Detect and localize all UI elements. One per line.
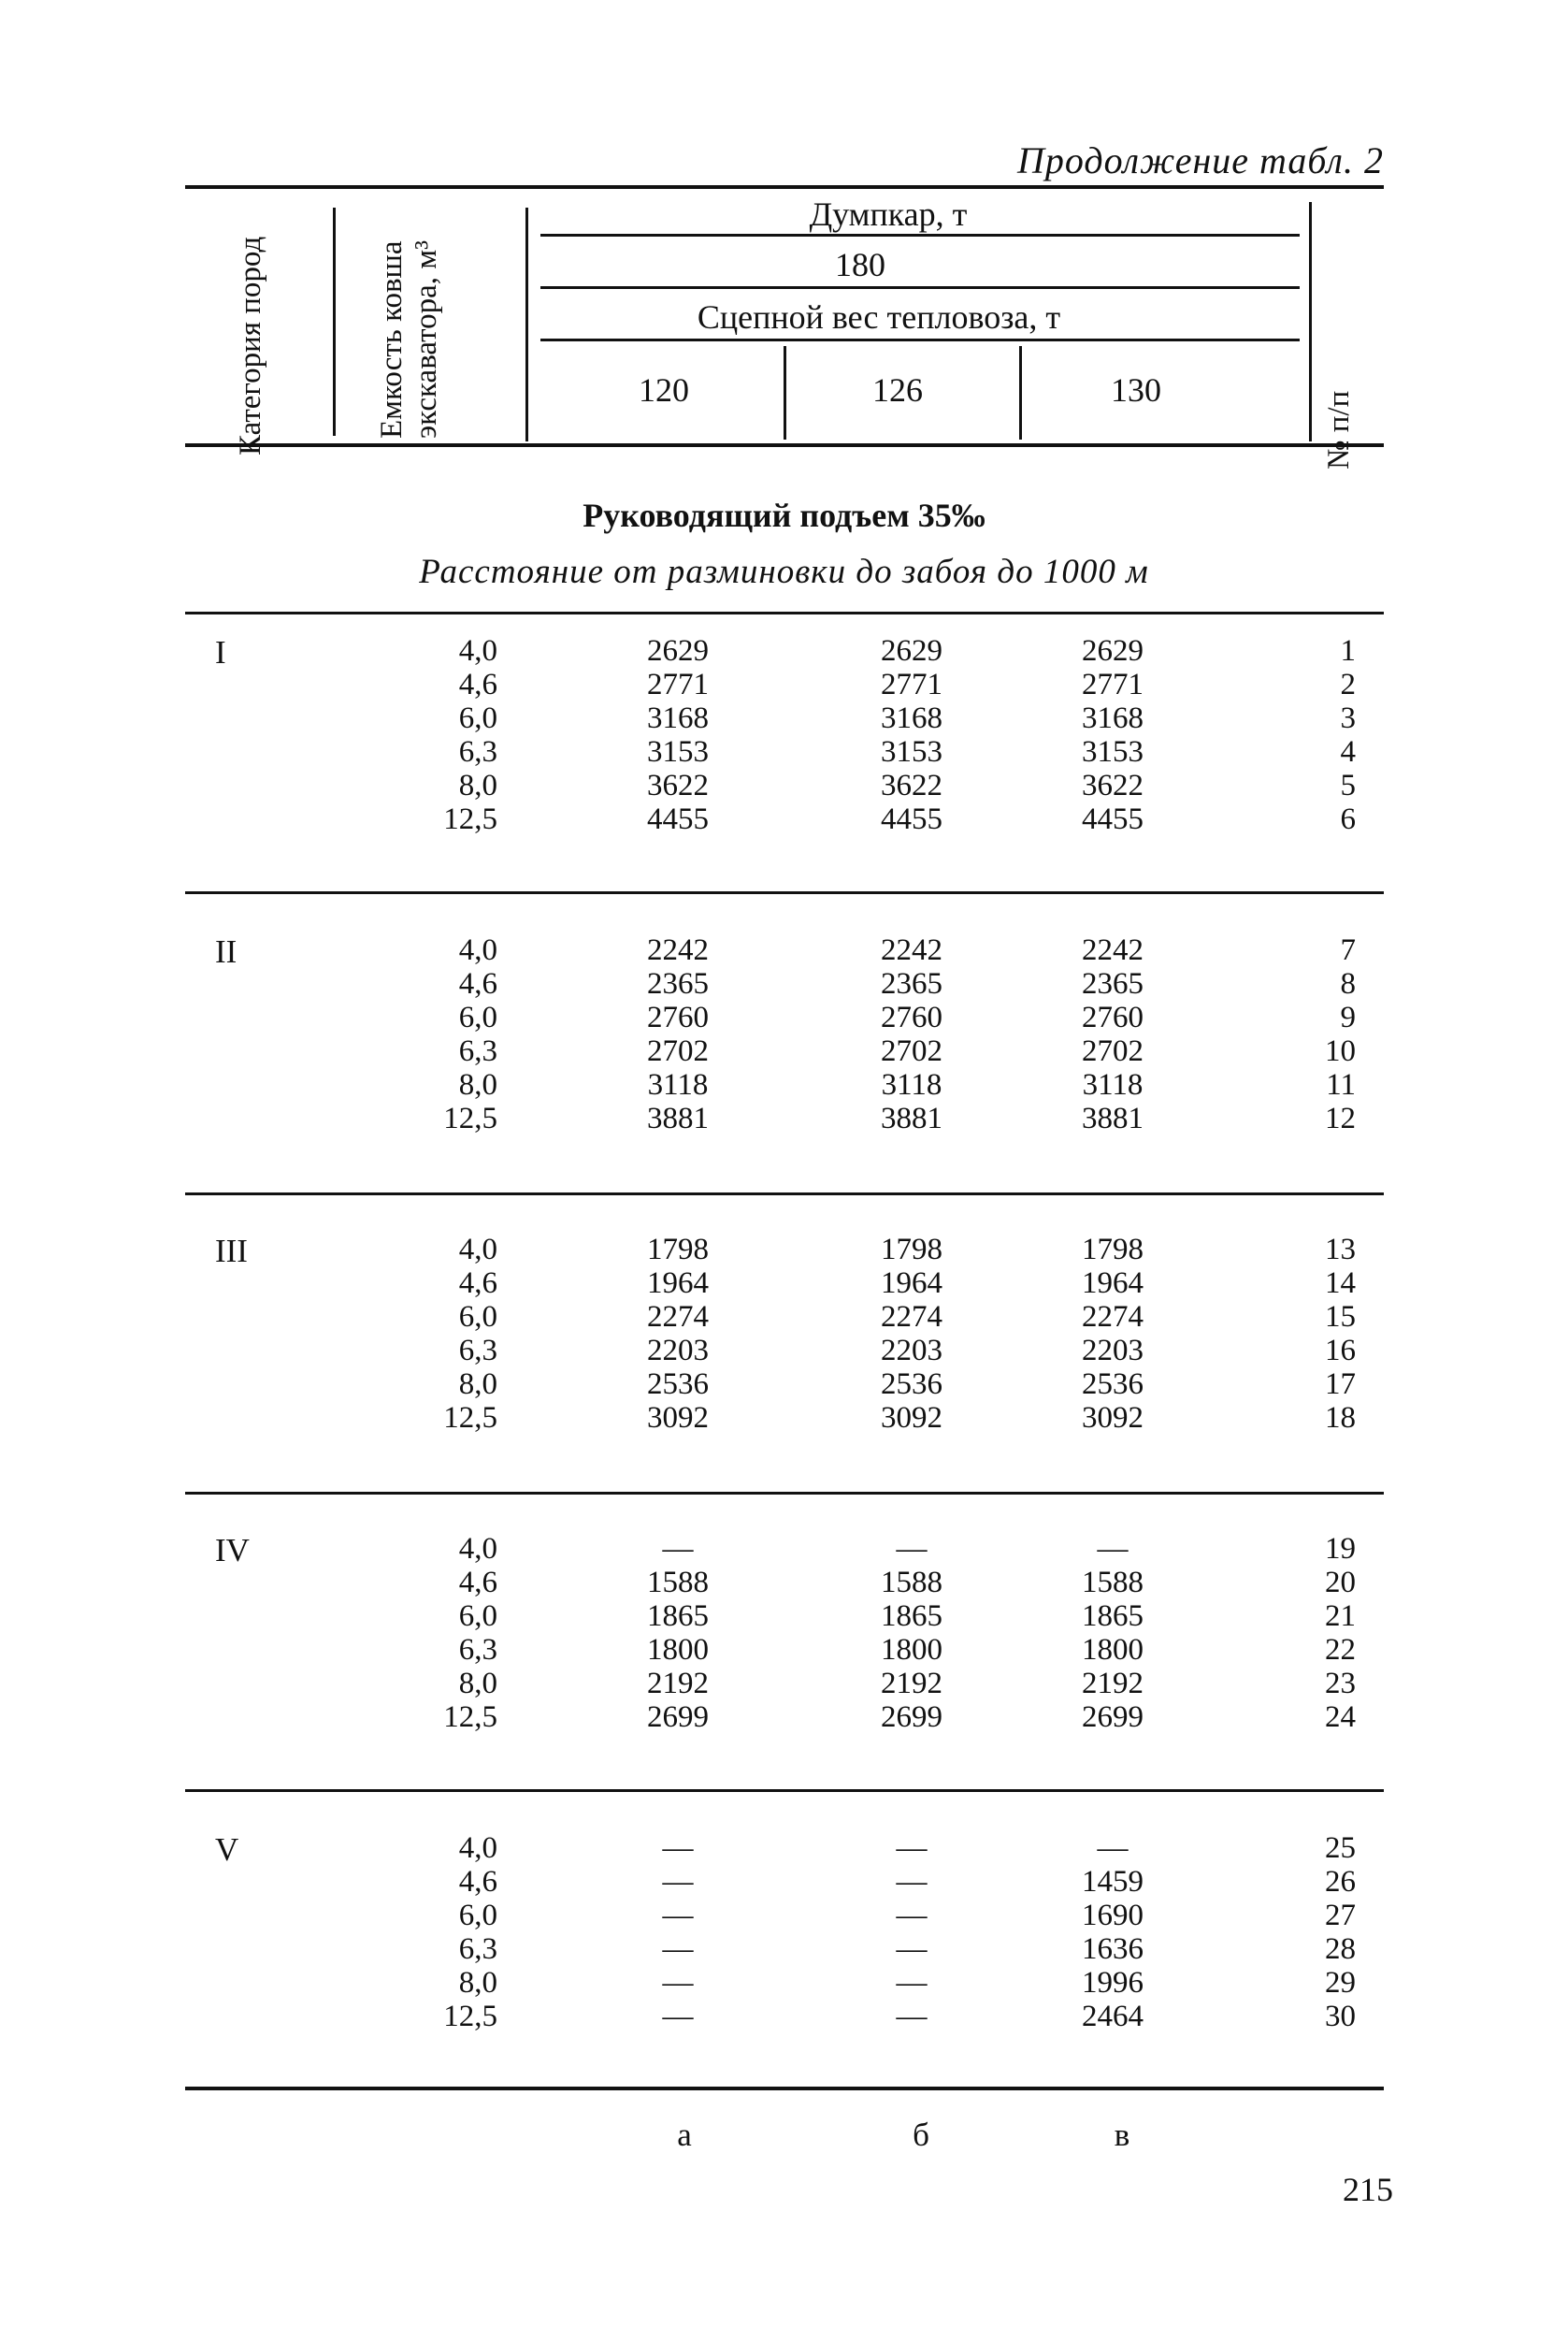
row-number-cell: 19 bbox=[1325, 1532, 1356, 1566]
row-number-cell: 12 bbox=[1325, 1102, 1356, 1135]
value-a-cell: 2274 bbox=[647, 1300, 709, 1334]
category-label: IV bbox=[215, 1532, 250, 1568]
value-b-cell: 1865 bbox=[881, 1599, 942, 1633]
category-label: I bbox=[215, 634, 226, 671]
value-a-cell: 1800 bbox=[647, 1633, 709, 1667]
value-a-cell: — bbox=[662, 1532, 694, 1566]
header-rule-weight bbox=[540, 339, 1300, 341]
value-b-cell: 3153 bbox=[881, 735, 942, 769]
table-bottom-rule bbox=[185, 2087, 1384, 2090]
value-a-cell: 3092 bbox=[647, 1401, 709, 1435]
row-number-cell: 13 bbox=[1325, 1233, 1356, 1266]
capacity-cell: 6,3 bbox=[458, 1633, 497, 1667]
capacity-cell: 8,0 bbox=[458, 769, 497, 802]
group-rule bbox=[185, 612, 1384, 614]
capacity-cell: 6,0 bbox=[458, 1899, 497, 1932]
value-a-cell: 2702 bbox=[647, 1034, 709, 1068]
value-v-cell: 3168 bbox=[1082, 701, 1144, 735]
capacity-cell: 6,0 bbox=[458, 701, 497, 735]
value-v-cell: 1964 bbox=[1082, 1266, 1144, 1300]
header-divider-1 bbox=[333, 208, 336, 436]
value-a-cell: — bbox=[662, 1899, 694, 1932]
value-b-cell: — bbox=[896, 1831, 928, 1865]
value-b-cell: — bbox=[896, 1932, 928, 1966]
capacity-cell: 4,0 bbox=[458, 1831, 497, 1865]
value-a-cell: 2699 bbox=[647, 1700, 709, 1734]
value-a-cell: — bbox=[662, 1831, 694, 1865]
row-number-cell: 8 bbox=[1340, 967, 1356, 1001]
value-b-cell: 2536 bbox=[881, 1367, 942, 1401]
header-rule-180 bbox=[540, 286, 1300, 289]
header-dumpcar: Думпкар, т bbox=[809, 195, 968, 233]
value-v-cell: 2365 bbox=[1082, 967, 1144, 1001]
group-rule bbox=[185, 891, 1384, 894]
value-v-cell: — bbox=[1097, 1831, 1129, 1865]
value-a-cell: — bbox=[662, 1932, 694, 1966]
capacity-cell: 6,3 bbox=[458, 1334, 497, 1367]
value-b-cell: 1588 bbox=[881, 1566, 942, 1599]
row-number-cell: 18 bbox=[1325, 1401, 1356, 1435]
capacity-cell: 8,0 bbox=[458, 1068, 497, 1102]
capacity-cell: 4,0 bbox=[458, 1532, 497, 1566]
capacity-cell: 4,0 bbox=[458, 634, 497, 668]
row-number-cell: 30 bbox=[1325, 2000, 1356, 2033]
row-number-cell: 11 bbox=[1326, 1068, 1356, 1102]
value-a-cell: 2536 bbox=[647, 1367, 709, 1401]
category-label: V bbox=[215, 1831, 239, 1868]
value-v-cell: 4455 bbox=[1082, 802, 1144, 836]
value-v-cell: 2203 bbox=[1082, 1334, 1144, 1367]
section-title: Руководящий подъем 35‰ bbox=[583, 497, 985, 534]
row-number-cell: 1 bbox=[1340, 634, 1356, 668]
capacity-cell: 12,5 bbox=[443, 1102, 497, 1135]
capacity-cell: 4,6 bbox=[458, 668, 497, 701]
value-v-cell: 3153 bbox=[1082, 735, 1144, 769]
value-a-cell: 3168 bbox=[647, 701, 709, 735]
value-b-cell: — bbox=[896, 1899, 928, 1932]
value-b-cell: — bbox=[896, 1966, 928, 2000]
header-number: № п/п bbox=[1322, 390, 1356, 470]
value-a-cell: 3881 bbox=[647, 1102, 709, 1135]
capacity-cell: 12,5 bbox=[443, 802, 497, 836]
capacity-cell: 4,6 bbox=[458, 967, 497, 1001]
value-a-cell: 2203 bbox=[647, 1334, 709, 1367]
value-b-cell: 2629 bbox=[881, 634, 942, 668]
value-v-cell: 3622 bbox=[1082, 769, 1144, 802]
footer-letter-b: б bbox=[913, 2117, 929, 2153]
value-b-cell: — bbox=[896, 1532, 928, 1566]
header-rule-dumpcar bbox=[540, 234, 1300, 237]
value-b-cell: 3622 bbox=[881, 769, 942, 802]
capacity-cell: 4,6 bbox=[458, 1266, 497, 1300]
value-a-cell: — bbox=[662, 1966, 694, 2000]
row-number-cell: 3 bbox=[1340, 701, 1356, 735]
value-v-cell: 3118 bbox=[1082, 1068, 1144, 1102]
row-number-cell: 15 bbox=[1325, 1300, 1356, 1334]
value-v-cell: 2629 bbox=[1082, 634, 1144, 668]
row-number-cell: 21 bbox=[1325, 1599, 1356, 1633]
value-b-cell: 2365 bbox=[881, 967, 942, 1001]
header-capacity: Емкость ковша экскаватора, м³ bbox=[375, 239, 443, 439]
value-v-cell: 1588 bbox=[1082, 1566, 1144, 1599]
capacity-cell: 8,0 bbox=[458, 1367, 497, 1401]
value-b-cell: 3092 bbox=[881, 1401, 942, 1435]
capacity-cell: 6,0 bbox=[458, 1300, 497, 1334]
header-bottom-rule bbox=[185, 443, 1384, 447]
value-a-cell: 1964 bbox=[647, 1266, 709, 1300]
value-v-cell: 2192 bbox=[1082, 1667, 1144, 1700]
row-number-cell: 7 bbox=[1340, 933, 1356, 967]
value-b-cell: 2242 bbox=[881, 933, 942, 967]
value-v-cell: 2242 bbox=[1082, 933, 1144, 967]
value-b-cell: 3881 bbox=[881, 1102, 942, 1135]
value-a-cell: 2629 bbox=[647, 634, 709, 668]
value-v-cell: 1459 bbox=[1082, 1865, 1144, 1899]
value-b-cell: — bbox=[896, 2000, 928, 2033]
value-v-cell: 1636 bbox=[1082, 1932, 1144, 1966]
value-b-cell: 2702 bbox=[881, 1034, 942, 1068]
value-b-cell: — bbox=[896, 1865, 928, 1899]
value-v-cell: 1865 bbox=[1082, 1599, 1144, 1633]
row-number-cell: 16 bbox=[1325, 1334, 1356, 1367]
row-number-cell: 22 bbox=[1325, 1633, 1356, 1667]
header-dumpcar-value: 180 bbox=[835, 246, 885, 283]
value-a-cell: 2771 bbox=[647, 668, 709, 701]
capacity-cell: 6,0 bbox=[458, 1001, 497, 1034]
value-b-cell: 2203 bbox=[881, 1334, 942, 1367]
value-b-cell: 2771 bbox=[881, 668, 942, 701]
row-number-cell: 27 bbox=[1325, 1899, 1356, 1932]
capacity-cell: 12,5 bbox=[443, 1401, 497, 1435]
section-subtitle: Расстояние от разминовки до забоя до 1000 м bbox=[419, 553, 1149, 591]
value-a-cell: 2192 bbox=[647, 1667, 709, 1700]
value-b-cell: 4455 bbox=[881, 802, 942, 836]
value-b-cell: 1964 bbox=[881, 1266, 942, 1300]
header-divider-4 bbox=[784, 346, 786, 440]
value-b-cell: 2274 bbox=[881, 1300, 942, 1334]
capacity-cell: 6,3 bbox=[458, 1932, 497, 1966]
value-a-cell: 2365 bbox=[647, 967, 709, 1001]
category-label: III bbox=[215, 1233, 248, 1269]
capacity-cell: 8,0 bbox=[458, 1966, 497, 2000]
header-coupling-weight: Сцепной вес тепловоза, т bbox=[697, 298, 1061, 336]
value-a-cell: 2760 bbox=[647, 1001, 709, 1034]
category-label: II bbox=[215, 933, 237, 970]
capacity-cell: 12,5 bbox=[443, 2000, 497, 2033]
value-v-cell: 1690 bbox=[1082, 1899, 1144, 1932]
capacity-cell: 4,6 bbox=[458, 1566, 497, 1599]
header-weight-130: 130 bbox=[1111, 371, 1161, 409]
value-b-cell: 2192 bbox=[881, 1667, 942, 1700]
row-number-cell: 2 bbox=[1340, 668, 1356, 701]
group-rule bbox=[185, 1492, 1384, 1495]
continuation-title: Продолжение табл. 2 bbox=[1016, 139, 1384, 181]
capacity-cell: 6,0 bbox=[458, 1599, 497, 1633]
value-a-cell: — bbox=[662, 1865, 694, 1899]
page-number: 215 bbox=[1343, 2171, 1393, 2208]
row-number-cell: 14 bbox=[1325, 1266, 1356, 1300]
capacity-cell: 12,5 bbox=[443, 1700, 497, 1734]
value-b-cell: 2760 bbox=[881, 1001, 942, 1034]
capacity-cell: 4,0 bbox=[458, 933, 497, 967]
row-number-cell: 5 bbox=[1340, 769, 1356, 802]
footer-letter-a: а bbox=[677, 2117, 692, 2153]
value-b-cell: 1798 bbox=[881, 1233, 942, 1266]
group-rule bbox=[185, 1192, 1384, 1195]
value-b-cell: 1800 bbox=[881, 1633, 942, 1667]
header-top-rule bbox=[185, 185, 1384, 189]
value-a-cell: 3153 bbox=[647, 735, 709, 769]
capacity-cell: 6,3 bbox=[458, 735, 497, 769]
header-category: Категория пород bbox=[234, 236, 267, 455]
value-v-cell: 2760 bbox=[1082, 1001, 1144, 1034]
row-number-cell: 10 bbox=[1325, 1034, 1356, 1068]
value-a-cell: 1588 bbox=[647, 1566, 709, 1599]
row-number-cell: 6 bbox=[1340, 802, 1356, 836]
capacity-cell: 6,3 bbox=[458, 1034, 497, 1068]
value-a-cell: — bbox=[662, 2000, 694, 2033]
value-v-cell: 1798 bbox=[1082, 1233, 1144, 1266]
row-number-cell: 17 bbox=[1325, 1367, 1356, 1401]
row-number-cell: 23 bbox=[1325, 1667, 1356, 1700]
row-number-cell: 4 bbox=[1340, 735, 1356, 769]
value-a-cell: 1865 bbox=[647, 1599, 709, 1633]
group-rule bbox=[185, 1789, 1384, 1792]
value-b-cell: 3118 bbox=[881, 1068, 942, 1102]
header-divider-5 bbox=[1019, 346, 1022, 440]
header-weight-126: 126 bbox=[872, 371, 923, 409]
value-b-cell: 3168 bbox=[881, 701, 942, 735]
capacity-cell: 4,6 bbox=[458, 1865, 497, 1899]
row-number-cell: 26 bbox=[1325, 1865, 1356, 1899]
value-v-cell: 2274 bbox=[1082, 1300, 1144, 1334]
header-divider-3 bbox=[1309, 202, 1312, 441]
value-v-cell: 3881 bbox=[1082, 1102, 1144, 1135]
value-b-cell: 2699 bbox=[881, 1700, 942, 1734]
value-v-cell: — bbox=[1097, 1532, 1129, 1566]
capacity-cell: 4,0 bbox=[458, 1233, 497, 1266]
value-v-cell: 2464 bbox=[1082, 2000, 1144, 2033]
capacity-cell: 8,0 bbox=[458, 1667, 497, 1700]
value-a-cell: 3622 bbox=[647, 769, 709, 802]
value-v-cell: 2771 bbox=[1082, 668, 1144, 701]
value-a-cell: 3118 bbox=[647, 1068, 709, 1102]
value-a-cell: 1798 bbox=[647, 1233, 709, 1266]
value-v-cell: 2699 bbox=[1082, 1700, 1144, 1734]
row-number-cell: 9 bbox=[1340, 1001, 1356, 1034]
row-number-cell: 29 bbox=[1325, 1966, 1356, 2000]
row-number-cell: 25 bbox=[1325, 1831, 1356, 1865]
header-divider-2 bbox=[525, 208, 528, 441]
value-v-cell: 2702 bbox=[1082, 1034, 1144, 1068]
header-weight-120: 120 bbox=[639, 371, 689, 409]
row-number-cell: 20 bbox=[1325, 1566, 1356, 1599]
row-number-cell: 28 bbox=[1325, 1932, 1356, 1966]
value-a-cell: 2242 bbox=[647, 933, 709, 967]
row-number-cell: 24 bbox=[1325, 1700, 1356, 1734]
value-a-cell: 4455 bbox=[647, 802, 709, 836]
value-v-cell: 1996 bbox=[1082, 1966, 1144, 2000]
value-v-cell: 3092 bbox=[1082, 1401, 1144, 1435]
value-v-cell: 1800 bbox=[1082, 1633, 1144, 1667]
footer-letter-v: в bbox=[1114, 2117, 1130, 2153]
value-v-cell: 2536 bbox=[1082, 1367, 1144, 1401]
